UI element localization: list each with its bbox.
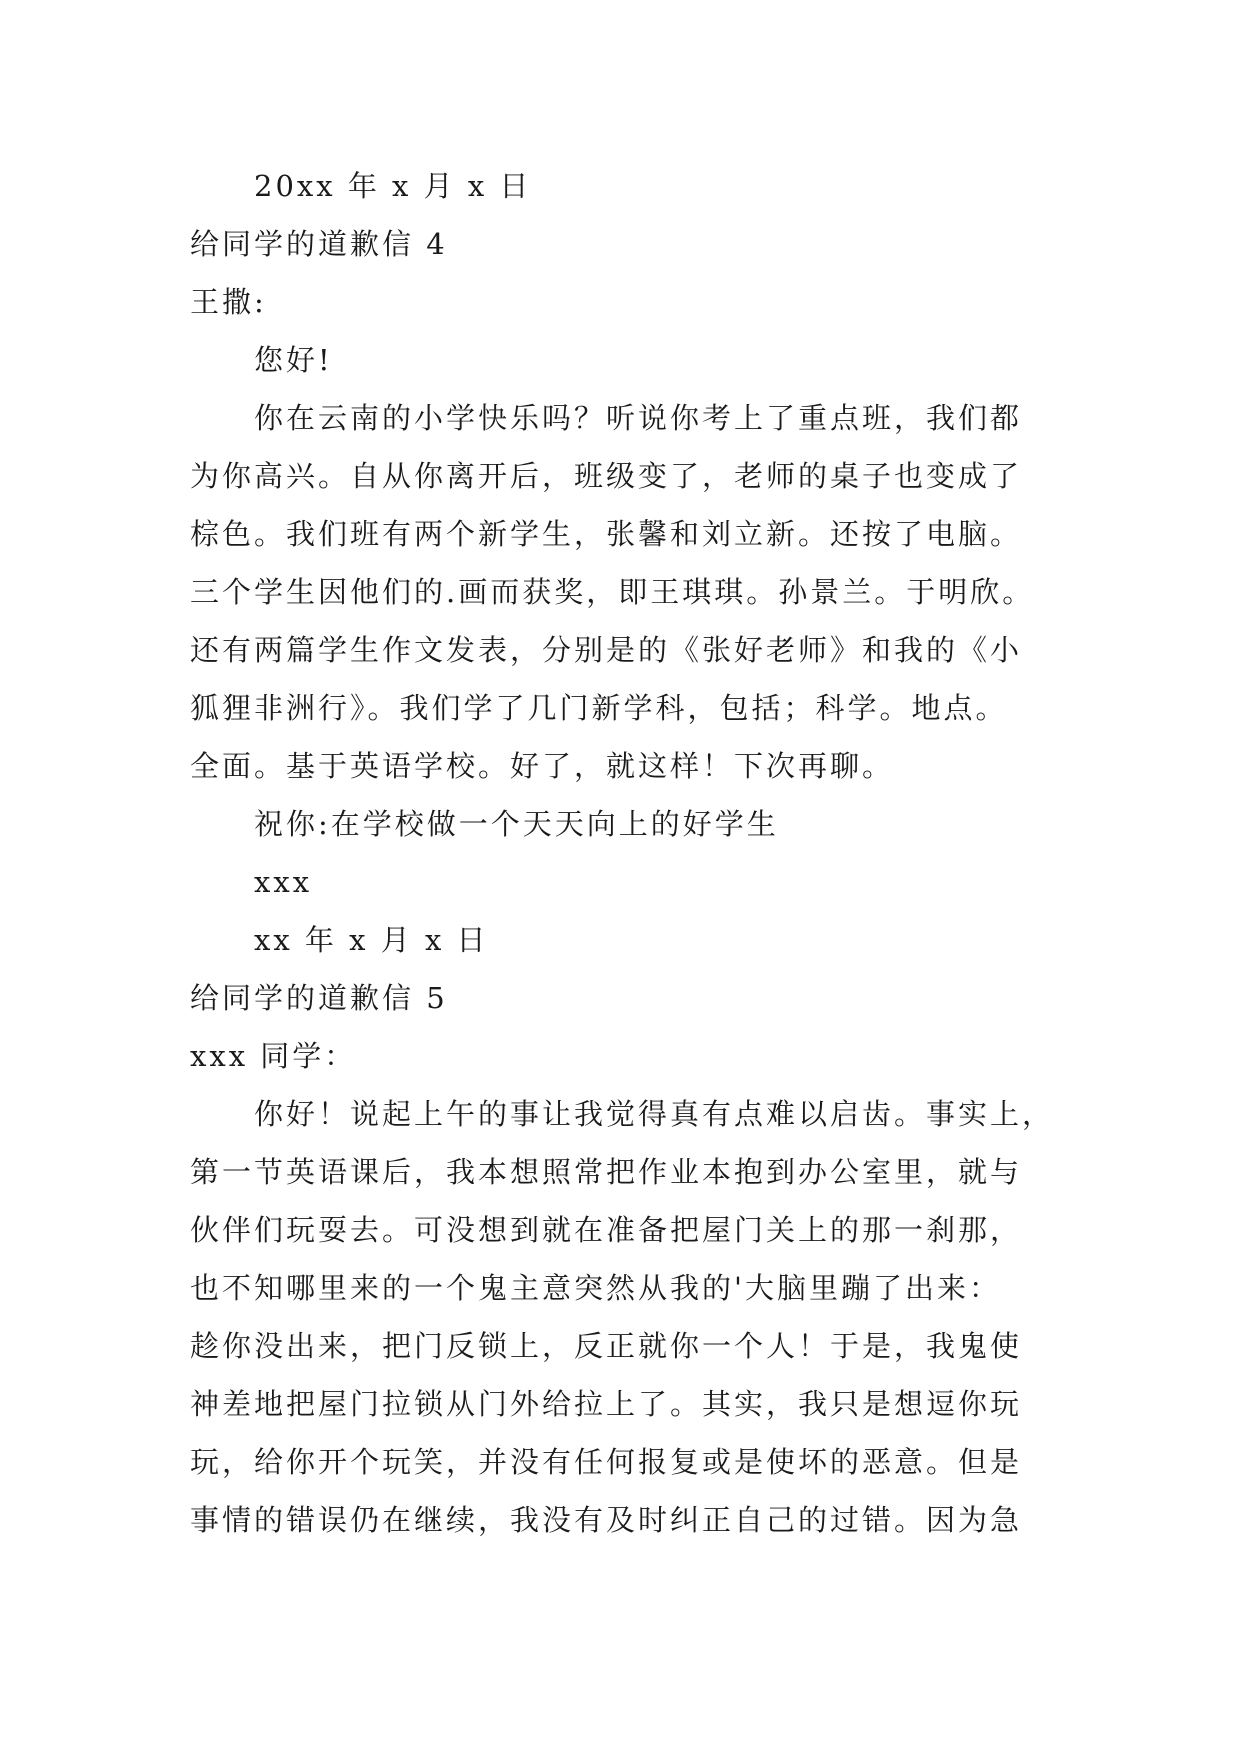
body-line: 棕色。我们班有两个新学生，张馨和刘立新。还按了电脑。 <box>190 517 1023 551</box>
body-line: 玩，给你开个玩笑，并没有任何报复或是使坏的恶意。但是 <box>190 1445 1023 1479</box>
date-line: 20xx 年 x 月 x 日 <box>254 169 532 203</box>
body-line: 你好！说起上午的事让我觉得真有点难以启齿。事实上， <box>254 1097 1055 1131</box>
body-line: 神差地把屋门拉锁从门外给拉上了。其实，我只是想逗你玩 <box>190 1387 1023 1421</box>
body-line: 第一节英语课后，我本想照常把作业本抱到办公室里，就与 <box>190 1155 1023 1189</box>
body-line: 也不知哪里来的一个鬼主意突然从我的'大脑里蹦了出来： <box>190 1271 1001 1305</box>
section-heading-5: 给同学的道歉信 5 <box>190 981 448 1015</box>
section-heading-4: 给同学的道歉信 4 <box>190 227 448 261</box>
signature: xxx <box>254 865 313 899</box>
body-line: 你在云南的小学快乐吗？听说你考上了重点班，我们都 <box>254 401 1023 435</box>
greeting: 您好! <box>254 343 333 377</box>
salutation: xxx 同学： <box>190 1039 357 1073</box>
body-line: 还有两篇学生作文发表，分别是的《张好老师》和我的《小 <box>190 633 1023 667</box>
salutation: 王撒: <box>190 285 267 319</box>
body-line: 为你高兴。自从你离开后，班级变了，老师的桌子也变成了 <box>190 459 1023 493</box>
body-line: 伙伴们玩耍去。可没想到就在准备把屋门关上的那一刹那， <box>190 1213 1023 1247</box>
body-line: 事情的错误仍在继续，我没有及时纠正自己的过错。因为急 <box>190 1503 1023 1537</box>
body-line: 全面。基于英语学校。好了，就这样！下次再聊。 <box>190 749 895 783</box>
body-line: 趁你没出来，把门反锁上，反正就你一个人！于是，我鬼使 <box>190 1329 1023 1363</box>
body-line: 三个学生因他们的.画而获奖，即王琪琪。孙景兰。于明欣。 <box>190 575 1035 609</box>
body-line: 狐狸非洲行》。我们学了几门新学科，包括；科学。地点。 <box>190 691 1008 725</box>
closing-wish: 祝你:在学校做一个天天向上的好学生 <box>254 807 779 841</box>
date-line: xx 年 x 月 x 日 <box>254 923 489 957</box>
